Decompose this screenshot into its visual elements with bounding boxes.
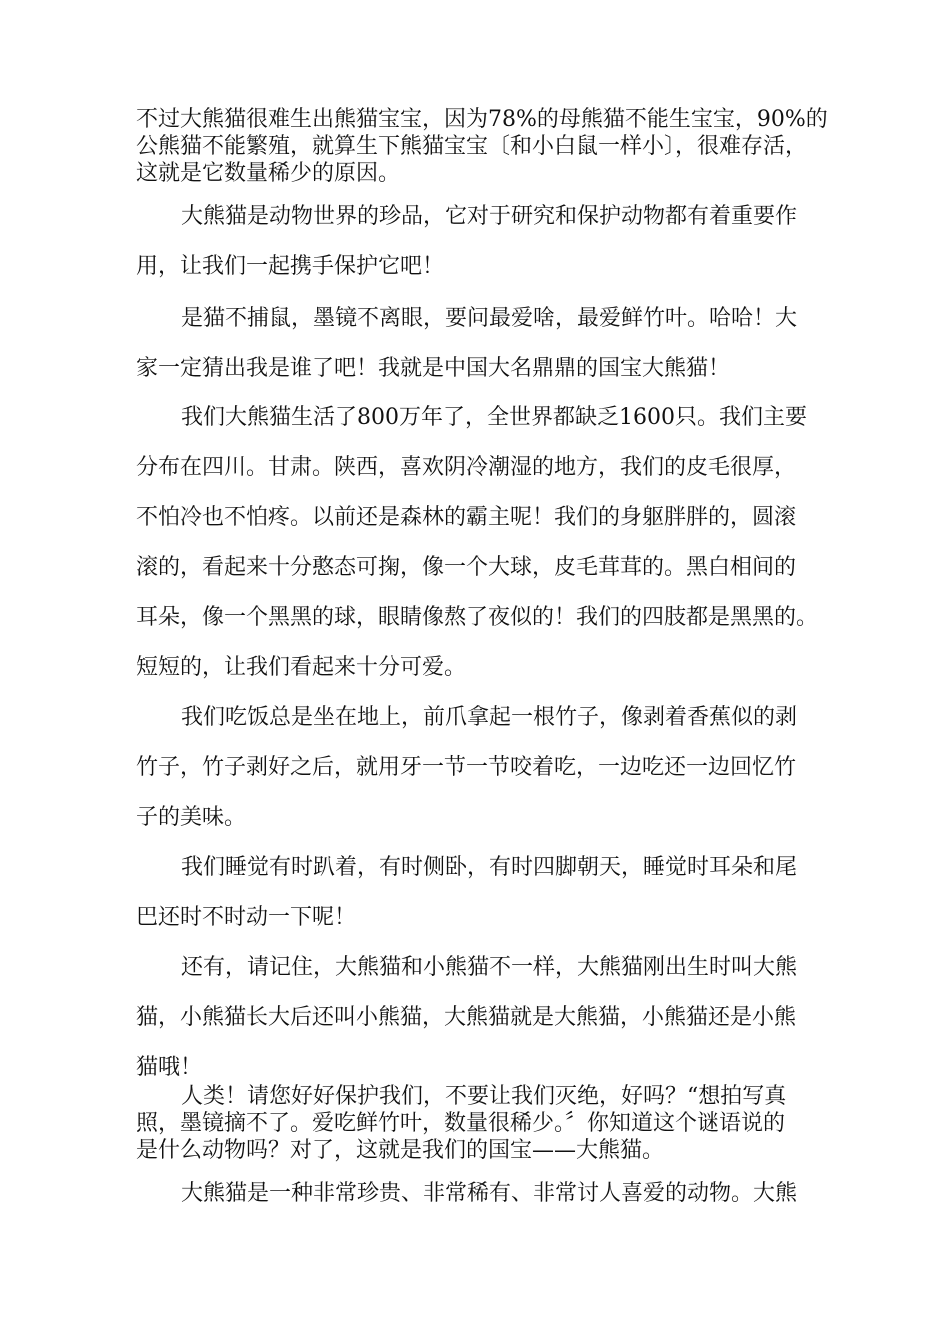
paragraph-line: 滚的，看起来十分憨态可掬，像一个大球，皮毛茸茸的。黑白相间的 [136, 555, 797, 580]
paragraph-line: 我们大熊猫生活了800万年了，全世界都缺乏1600只。我们主要 [181, 405, 807, 430]
paragraph-line: 我们吃饭总是坐在地上，前爪拿起一根竹子，像剥着香蕉似的剥 [181, 705, 798, 730]
paragraph-line: 耳朵，像一个黑黑的球，眼睛像熬了夜似的！我们的四肢都是黑黑的。 [136, 605, 819, 630]
paragraph-line: 子的美味。 [136, 805, 247, 830]
paragraph-line: 还有，请记住，大熊猫和小熊猫不一样，大熊猫刚出生时叫大熊 [181, 955, 798, 980]
paragraph-line: 我们睡觉有时趴着，有时侧卧，有时四脚朝天，睡觉时耳朵和尾 [181, 855, 798, 880]
paragraph-line: 大熊猫是一种非常珍贵、非常稀有、非常讨人喜爱的动物。大熊 [181, 1181, 798, 1206]
paragraph-line: 猫，小熊猫长大后还叫小熊猫，大熊猫就是大熊猫，小熊猫还是小熊 [136, 1005, 797, 1030]
paragraph-line: 竹子，竹子剥好之后，就用牙一节一节咬着吃，一边吃还一边回忆竹 [136, 755, 797, 780]
paragraph-line: 短短的，让我们看起来十分可爱。 [136, 655, 467, 680]
paragraph-line: 大熊猫是动物世界的珍品，它对于研究和保护动物都有着重要作 [181, 204, 798, 229]
paragraph-line: 公熊猫不能繁殖，就算生下熊猫宝宝〔和小白鼠一样小〕，很难存活， [136, 134, 808, 159]
paragraph-line: 不过大熊猫很难生出熊猫宝宝，因为78%的母熊猫不能生宝宝，90%的 [136, 107, 828, 132]
paragraph-line: 家一定猜出我是谁了吧！我就是中国大名鼎鼎的国宝大熊猫！ [136, 356, 731, 381]
paragraph-line: 人类！请您好好保护我们，不要让我们灭绝，好吗？“想拍写真 [181, 1084, 787, 1109]
paragraph-line: 猫哦！ [136, 1055, 203, 1080]
paragraph-line: 照，墨镜摘不了。爱吃鲜竹叶，数量很稀少。〞你知道这个谜语说的 [136, 1111, 786, 1136]
paragraph-line: 用，让我们一起携手保护它吧！ [136, 254, 445, 279]
paragraph-line: 分布在四川。甘肃。陕西，喜欢阴冷潮湿的地方，我们的皮毛很厚， [136, 455, 797, 480]
paragraph-line: 是什么动物吗？对了，这就是我们的国宝——大熊猫。 [136, 1138, 665, 1163]
paragraph-line: 巴还时不时动一下呢！ [136, 905, 357, 930]
paragraph-line: 不怕冷也不怕疼。以前还是森林的霸主呢！我们的身躯胖胖的，圆滚 [136, 505, 797, 530]
paragraph-line: 是猫不捕鼠，墨镜不离眼，要问最爱啥，最爱鲜竹叶。哈哈！大 [181, 306, 798, 331]
paragraph-line: 这就是它数量稀少的原因。 [136, 161, 401, 186]
